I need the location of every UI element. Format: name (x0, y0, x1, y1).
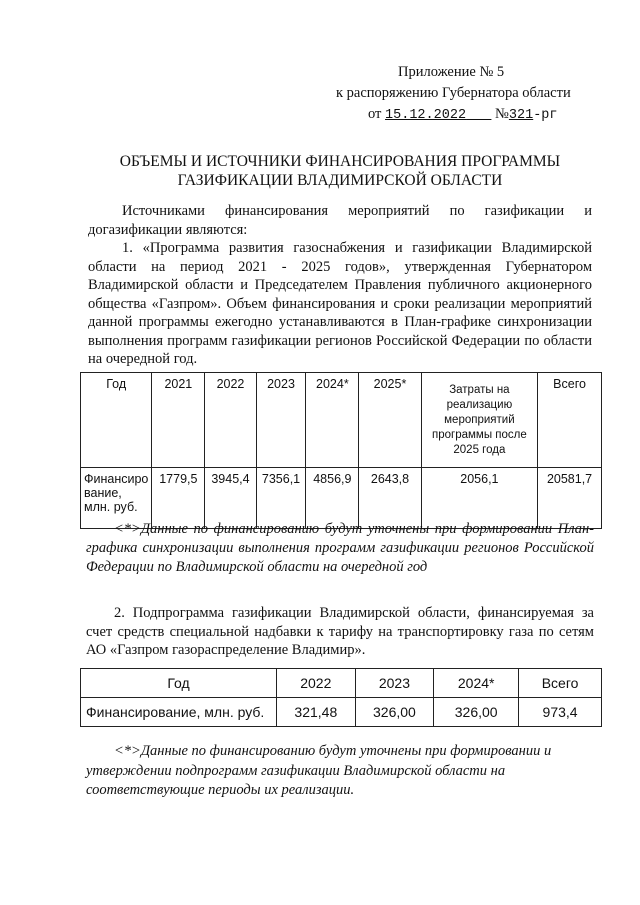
table1-cell-after-2025: 2056,1 (421, 468, 537, 529)
table2-cell-2024: 326,00 (434, 698, 519, 727)
table1-cell-total: 20581,7 (538, 468, 602, 529)
table1-header-after-2025: Затраты на реализацию мероприятий программы после 2025 года (421, 373, 537, 468)
order-date-number (330, 104, 590, 126)
intro-paragraph: Источниками финансирования мероприятий по газификации и догазификации являются: (88, 203, 592, 238)
table2-cell-2023: 326,00 (355, 698, 434, 727)
financing-table-1 (80, 372, 602, 529)
table1-cell-2025: 2643,8 (359, 468, 421, 529)
table2-data-row (81, 698, 602, 727)
table1-cell-2024: 4856,9 (306, 468, 359, 529)
number-sign: № (495, 106, 509, 122)
table1-cell-2022: 3945,4 (205, 468, 256, 529)
financing-table-2 (80, 668, 602, 727)
title-line-1: ОБЪЕМЫ И ИСТОЧНИКИ ФИНАНСИРОВАНИЯ ПРОГРАММЫ (119, 153, 561, 170)
table1-header-2023: 2023 (256, 373, 306, 468)
table2-header-total: Всего (519, 669, 602, 698)
table1-header-total: Всего (538, 373, 602, 468)
item1-paragraph: 1. «Программа развития газоснабжения и газификации Владимирской области на период 2021 - 2025 годов», утвержденная Губернатором Владимирской области и Председателем Правления публичного акционерного общества «Газпром». Объем финансирования и сроки реализации мероприятий данной программы ежегодно устанавливаются в План-графике синхронизации выполнения программ газификации регионов Российской Федерации по области на очередной год. (88, 240, 592, 367)
table2-cell-2022: 321,48 (277, 698, 356, 727)
appendix-number: Приложение № 5 (398, 64, 505, 80)
table1-row-label: Финансиро вание, млн. руб. (81, 468, 152, 529)
ot-label: от (368, 106, 382, 122)
table2-header-2023: 2023 (355, 669, 434, 698)
footnote-2-line-1: <*>Данные по финансированию будут уточнены при формировании и (114, 743, 552, 759)
order-date: 15.12.2022 (385, 108, 467, 123)
table2-header-2024: 2024* (434, 669, 519, 698)
footnote-1 (86, 520, 594, 577)
appendix-header (330, 62, 590, 126)
table1-header-2022: 2022 (205, 373, 256, 468)
title-line-2: ГАЗИФИКАЦИИ ВЛАДИМИРСКОЙ ОБЛАСТИ (177, 172, 503, 189)
table1-cell-2021: 1779,5 (152, 468, 205, 529)
table1-cell-2023: 7356,1 (256, 468, 306, 529)
table1-header-2024: 2024* (306, 373, 359, 468)
order-number: 321 (508, 108, 534, 123)
item2-section (86, 604, 594, 660)
footnote-2-line-2: утверждении подпрограмм газификации Владимирской области на (86, 762, 506, 779)
footnote-2 (86, 742, 596, 801)
table1-header-2025: 2025* (359, 373, 421, 468)
table1-header-2021: 2021 (152, 373, 205, 468)
table2-cell-total: 973,4 (519, 698, 602, 727)
sources-section (88, 202, 592, 369)
appendix-reference: к распоряжению Губернатора области (336, 85, 571, 101)
order-date-underline (466, 106, 491, 122)
table2-header-row (81, 669, 602, 698)
table2-header-2022: 2022 (277, 669, 356, 698)
table1-header-year: Год (81, 373, 152, 468)
document-title (60, 152, 620, 190)
order-suffix: -рг (533, 108, 558, 123)
footnote-2-line-3: соответствующие периоды их реализации. (86, 782, 355, 798)
table1-header-row (81, 373, 602, 468)
item2-paragraph: 2. Подпрограмма газификации Владимирской области, финансируемая за счет средств специальной надбавки к тарифу на транспортировку газа по сетям АО «Газпром газораспределение Владимир». (86, 605, 594, 658)
footnote-1-text: <*>Данные по финансированию будут уточнены при формировании План-графика синхронизации выполнения программ газификации регионов Российской Федерации по Владимирской области на очередной год (86, 521, 594, 575)
table2-header-year: Год (81, 669, 277, 698)
table2-row-label: Финансирование, млн. руб. (81, 698, 277, 727)
